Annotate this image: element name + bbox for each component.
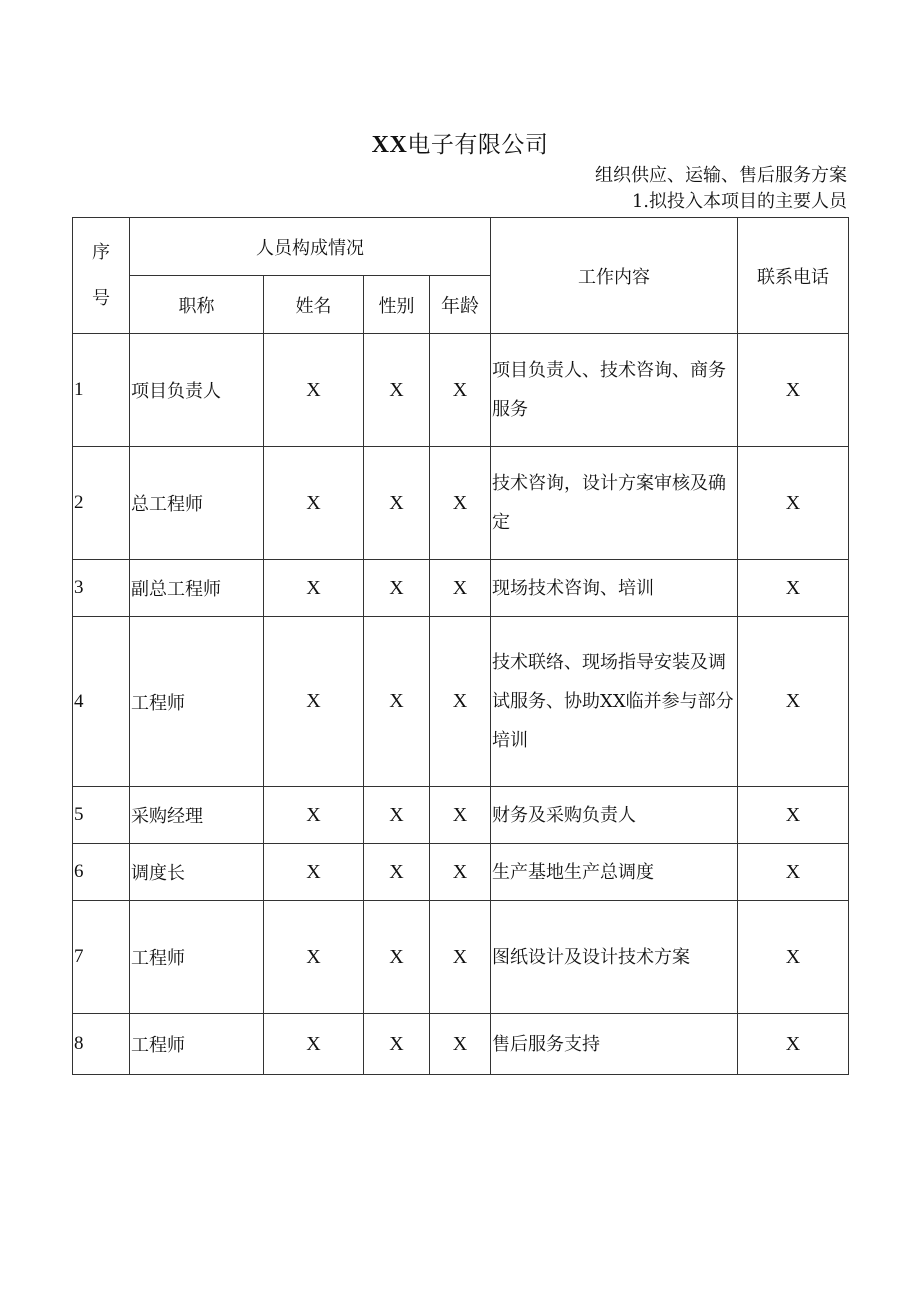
document-subtitle: 组织供应、运输、售后服务方案 [595, 165, 847, 186]
row-work-cell: 生产基地生产总调度 [491, 844, 738, 901]
row-work-cell: 项目负责人、技术咨询、商务服务 [491, 334, 738, 447]
row-age-cell: X [430, 560, 491, 617]
table-row [73, 901, 849, 1014]
row-phone-cell: X [738, 617, 849, 787]
row-name-cell: X [264, 617, 364, 787]
row-age-cell: X [430, 617, 491, 787]
staff-table [72, 217, 849, 1075]
row-phone-cell: X [738, 844, 849, 901]
row-age-cell: X [430, 334, 491, 447]
row-title-cell: 项目负责人 [130, 334, 264, 447]
row-name-cell: X [264, 447, 364, 560]
header-title: 职称 [130, 276, 264, 334]
row-title-cell: 采购经理 [130, 787, 264, 844]
row-title-cell: 调度长 [130, 844, 264, 901]
row-seq-cell: 8 [73, 1014, 130, 1075]
row-phone-cell: X [738, 1014, 849, 1075]
table-row [73, 1014, 849, 1075]
header-seq-line2: 号 [92, 287, 110, 309]
row-title-cell: 工程师 [130, 901, 264, 1014]
row-gender-cell: X [364, 1014, 430, 1075]
header-seq-line1: 序 [92, 241, 110, 263]
row-phone-cell: X [738, 560, 849, 617]
table-row [73, 844, 849, 901]
table-row [73, 447, 849, 560]
row-gender-cell: X [364, 844, 430, 901]
row-title-cell: 工程师 [130, 1014, 264, 1075]
header-age: 年龄 [430, 276, 491, 334]
header-group: 人员构成情况 [130, 218, 491, 276]
row-phone-cell: X [738, 447, 849, 560]
table-row [73, 787, 849, 844]
row-seq-cell: 7 [73, 901, 130, 1014]
header-gender: 性别 [364, 276, 430, 334]
row-gender-cell: X [364, 901, 430, 1014]
row-title-cell: 总工程师 [130, 447, 264, 560]
row-age-cell: X [430, 844, 491, 901]
row-seq-cell: 2 [73, 447, 130, 560]
row-seq-cell: 3 [73, 560, 130, 617]
row-name-cell: X [264, 334, 364, 447]
row-name-cell: X [264, 1014, 364, 1075]
row-gender-cell: X [364, 334, 430, 447]
table-row [73, 334, 849, 447]
header-seq-cell [73, 218, 130, 334]
table-row [73, 560, 849, 617]
row-work-cell: 技术联络、现场指导安装及调试服务、协助XX临并参与部分培训 [491, 617, 738, 787]
row-age-cell: X [430, 447, 491, 560]
row-age-cell: X [430, 1014, 491, 1075]
row-phone-cell: X [738, 334, 849, 447]
table-row [73, 617, 849, 787]
row-name-cell: X [264, 560, 364, 617]
row-phone-cell: X [738, 901, 849, 1014]
row-name-cell: X [264, 844, 364, 901]
header-row-1 [73, 218, 849, 276]
row-work-cell: 现场技术咨询、培训 [491, 560, 738, 617]
row-gender-cell: X [364, 617, 430, 787]
row-gender-cell: X [364, 787, 430, 844]
document-title-rest: 电子有限公司 [407, 132, 549, 158]
section-heading: 1.拟投入本项目的主要人员 [631, 191, 847, 212]
row-work-cell: 技术咨询，设计方案审核及确定 [491, 447, 738, 560]
row-gender-cell: X [364, 447, 430, 560]
row-name-cell: X [264, 787, 364, 844]
document-title-prefix: XX [371, 132, 408, 158]
row-title-cell: 工程师 [130, 617, 264, 787]
row-age-cell: X [430, 901, 491, 1014]
row-name-cell: X [264, 901, 364, 1014]
row-title-cell: 副总工程师 [130, 560, 264, 617]
header-phone: 联系电话 [738, 218, 849, 334]
row-seq-cell: 1 [73, 334, 130, 447]
row-phone-cell: X [738, 787, 849, 844]
row-seq-cell: 4 [73, 617, 130, 787]
row-seq-cell: 5 [73, 787, 130, 844]
row-seq-cell: 6 [73, 844, 130, 901]
row-work-cell: 图纸设计及设计技术方案 [491, 901, 738, 1014]
header-name: 姓名 [264, 276, 364, 334]
document-title [0, 128, 920, 162]
row-work-cell: 财务及采购负责人 [491, 787, 738, 844]
row-age-cell: X [430, 787, 491, 844]
row-gender-cell: X [364, 560, 430, 617]
row-work-cell: 售后服务支持 [491, 1014, 738, 1075]
header-work: 工作内容 [491, 218, 738, 334]
